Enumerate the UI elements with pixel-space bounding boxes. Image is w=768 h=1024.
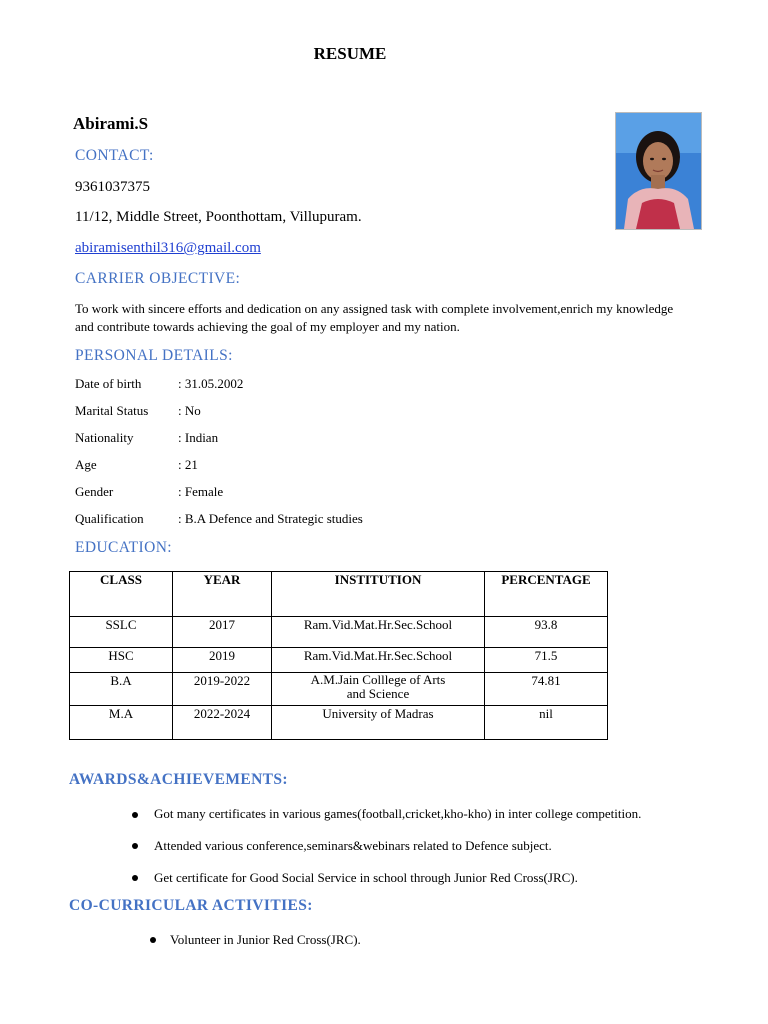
phone-number: 9361037375: [75, 179, 150, 195]
document-title: RESUME: [313, 44, 387, 63]
gender-value: : Female: [178, 484, 224, 499]
qualification-label: Qualification: [75, 511, 144, 526]
table-row: [70, 648, 608, 673]
cell-year: 2017: [173, 617, 272, 648]
contact-heading: CONTACT:: [75, 147, 154, 164]
cell-class: M.A: [70, 706, 173, 740]
cell-year: 2022-2024: [173, 706, 272, 740]
table-row: [70, 673, 608, 706]
bullet-icon: [132, 843, 138, 849]
education-table: [69, 571, 608, 740]
bullet-icon: [132, 812, 138, 818]
dob-label: Date of birth: [75, 376, 142, 391]
qualification-value: : B.A Defence and Strategic studies: [178, 511, 363, 526]
header-year: YEAR: [173, 572, 272, 617]
candidate-name: Abirami.S: [73, 114, 149, 133]
address: 11/12, Middle Street, Poonthottam, Villupuram.: [75, 209, 362, 225]
header-percentage: PERCENTAGE: [485, 572, 608, 617]
cell-class: SSLC: [70, 617, 173, 648]
cell-percentage: 71.5: [485, 648, 608, 673]
cell-class: HSC: [70, 648, 173, 673]
cocurricular-heading: CO-CURRICULAR ACTIVITIES:: [69, 897, 313, 914]
objective-heading: CARRIER OBJECTIVE:: [75, 270, 241, 287]
cell-year: 2019-2022: [173, 673, 272, 706]
table-row: [70, 617, 608, 648]
award-item: Get certificate for Good Social Service in school through Junior Red Cross(JRC).: [154, 870, 578, 885]
profile-photo: [615, 112, 702, 230]
cell-percentage: 93.8: [485, 617, 608, 648]
age-value: : 21: [178, 457, 198, 472]
cell-institution: Ram.Vid.Mat.Hr.Sec.School: [272, 648, 485, 673]
cocurricular-item: Volunteer in Junior Red Cross(JRC).: [170, 932, 361, 947]
dob-value: : 31.05.2002: [178, 376, 244, 391]
age-label: Age: [75, 457, 97, 472]
institution-line-1: A.M.Jain Colllege of Arts: [310, 672, 446, 687]
award-item: Attended various conference,seminars&webinars related to Defence subject.: [154, 838, 552, 853]
cell-institution: University of Madras: [272, 706, 485, 740]
cell-year: 2019: [173, 648, 272, 673]
institution-line-2: and Science: [346, 686, 410, 701]
marital-status-value: : No: [178, 403, 201, 418]
profile-photo-image: [616, 113, 701, 229]
email-link[interactable]: abiramisenthil316@gmail.com: [75, 240, 261, 256]
awards-heading: AWARDS&ACHIEVEMENTS:: [69, 771, 288, 788]
objective-text: To work with sincere efforts and dedication on any assigned task with complete involvement,enrich my knowledge and contribute towards achieving the goal of my employer and my nation.: [75, 301, 674, 334]
award-item: Got many certificates in various games(football,cricket,kho-kho) in inter college competition.: [154, 806, 642, 821]
personal-details-heading: PERSONAL DETAILS:: [75, 347, 233, 364]
cell-percentage: nil: [485, 706, 608, 740]
cell-institution: Ram.Vid.Mat.Hr.Sec.School: [272, 617, 485, 648]
education-header-row: [70, 572, 608, 617]
bullet-icon: [150, 937, 156, 943]
table-row: [70, 706, 608, 740]
gender-label: Gender: [75, 484, 114, 499]
education-heading: EDUCATION:: [75, 539, 172, 556]
header-institution: INSTITUTION: [272, 572, 485, 617]
nationality-value: : Indian: [178, 430, 219, 445]
nationality-label: Nationality: [75, 430, 134, 445]
cell-institution: [272, 673, 485, 706]
marital-status-label: Marital Status: [75, 403, 149, 418]
header-class: CLASS: [70, 572, 173, 617]
bullet-icon: [132, 875, 138, 881]
cell-percentage: 74.81: [485, 673, 608, 706]
cell-class: B.A: [70, 673, 173, 706]
